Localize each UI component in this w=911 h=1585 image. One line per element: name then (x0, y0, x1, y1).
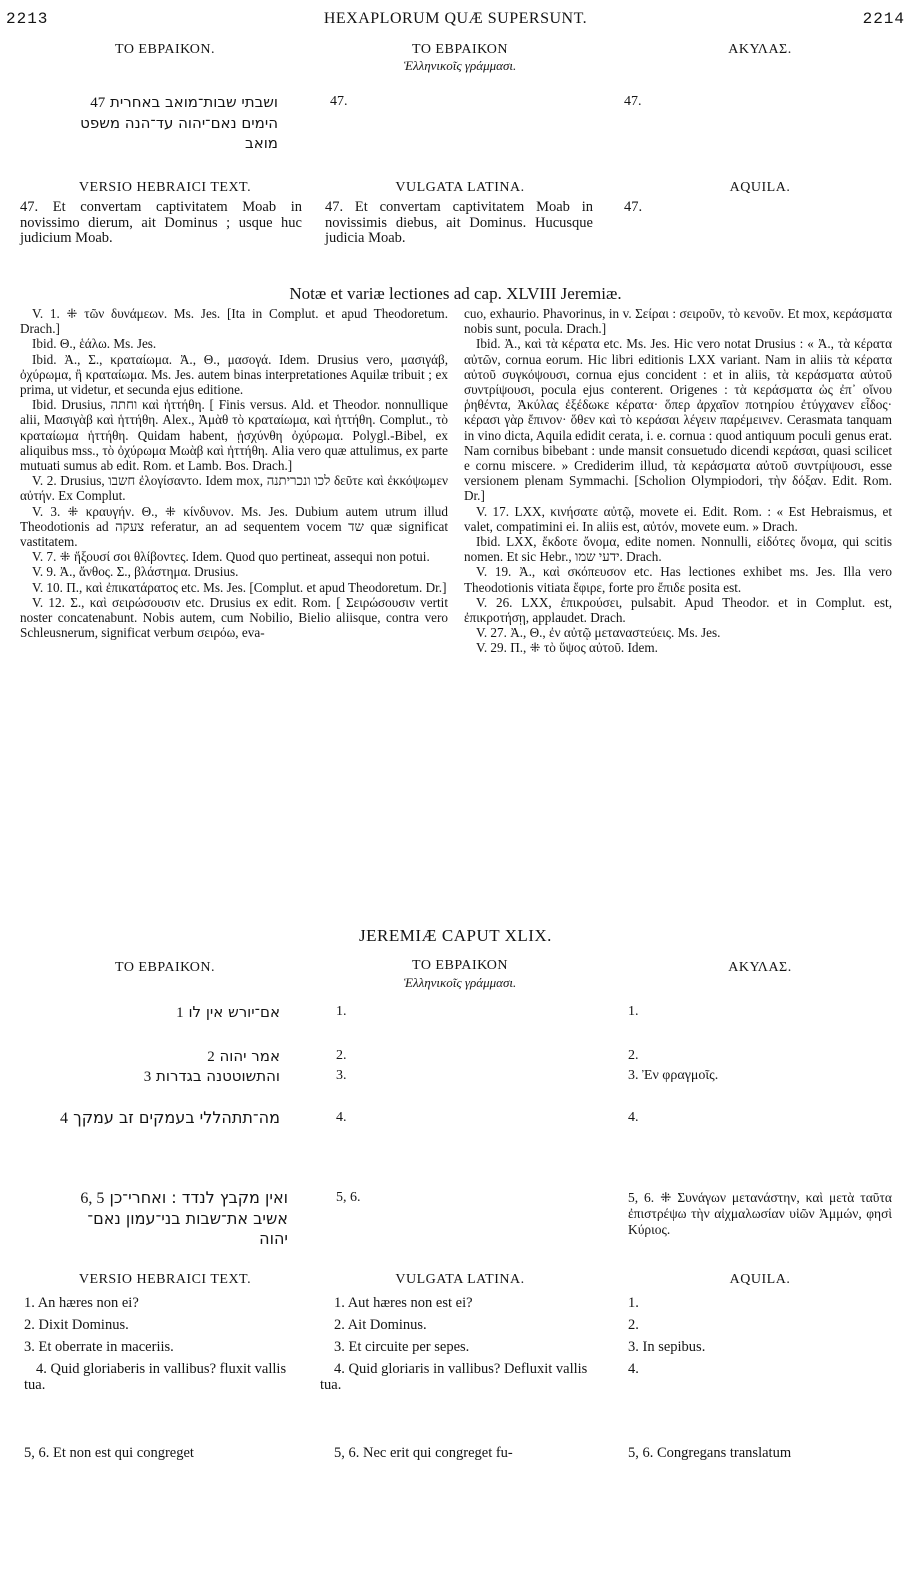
aquila-verse-2: 2. (628, 1048, 639, 1063)
verse-number: 2 (207, 1049, 215, 1065)
translit-verse-4: 4. (336, 1110, 347, 1125)
latin-vulgate-5-6: 5, 6. Nec erit qui congreget fu- (334, 1445, 513, 1461)
note-paragraph: V. 26. LXX, ἐπικρούσει, pulsabit. Apud Theodor. et in Complut. est, ἐπικροτήσῃ, applaudet. Drach. (464, 594, 892, 626)
latin-vulgate-3: 3. Et circuite per sepes. (334, 1339, 470, 1355)
translit-verse-2: 2. (336, 1048, 347, 1063)
hebrew-verse-47 (20, 92, 278, 153)
note-paragraph: Ibid. Ἀ., Σ., κραταίωμα. Ἀ., Θ., μασογά. Idem. Drusius vero, μασιγάβ, ὀχύρωμα, ἢ κραταίωμα. Ms. Jes. autem binas interpretationes Aquilæ tribuit ; ex prima, ut videtur, et secunda ejus editione. (20, 351, 448, 398)
latin-version-5-6: 5, 6. Et non est qui congreget (24, 1445, 194, 1461)
hebrew-line: ושבתי שבות־מואב באחרית (110, 93, 278, 111)
verse-number: 6, 5 (80, 1190, 105, 1207)
hebrew-line: מה־תתהללי בעמקים זב עמקך (73, 1108, 280, 1127)
hebrew-line: אשיב את־שבות בני־עמון נאם־ (87, 1209, 288, 1228)
note-paragraph: V. 1. ⁜ τῶν δυνάμεων. Ms. Jes. [Ita in Complut. et apud Theodoretum. Drach.] (20, 306, 448, 337)
latin-version-1: 1. An hæres non ei? (24, 1295, 139, 1311)
translit-verse-47: 47. (330, 94, 348, 109)
note-paragraph: V. 9. Ἀ., ἄνθος. Σ., βλάστημα. Drusius. (32, 564, 239, 580)
right-page-number: 2214 (862, 10, 905, 28)
latin-aquila-2: 2. (628, 1317, 639, 1333)
col-head-aquila: ΑΚΥΛΑΣ. (728, 960, 792, 975)
note-paragraph: V. 17. LXX, κινήσατε αὐτῷ, movete ei. Edit. Rom. : « Est Hebraismus, et valet, compatimini ei. In aliis est, αὐτόν, movete eum. » Drach. (464, 503, 892, 534)
note-paragraph: V. 2. Drusius, חשבו ἐλογίσαντο. Idem mox, לכו ונכריתנה δεῦτε καὶ ἐκκόψωμεν αὐτήν. Ex Complut. (20, 473, 448, 504)
latin-vulgate-2: 2. Ait Dominus. (334, 1317, 427, 1333)
aquila-verse-5-6: 5, 6. ⁜ Συνάγων μετανάστην, καὶ μετὰ ταῦτα ἐπιστρέψω τὴν αἰχμαλωσίαν υἱῶν Ἀμμών, φησὶ Κύριος. (628, 1190, 892, 1237)
latin-aquila-1: 1. (628, 1295, 639, 1311)
latin-version-47: 47. Et convertam captivitatem Moab in novissimo dierum, ait Dominus ; usque huc judicium Moab. (20, 199, 302, 246)
latin-head-version: VERSIO HEBRAICI TEXT. (78, 1272, 252, 1287)
col-head-transliterated-sub: Ἑλληνικοῖς γράμμασι. (403, 975, 517, 990)
latin-head-aquila: AQUILA. (729, 180, 791, 195)
hebrew-line: הימים נאם־יהוה עד־הנה משפט (80, 114, 278, 132)
note-paragraph: V. 19. Ἀ., καὶ σκόπευσον etc. Has lectiones exhibet ms. Jes. Illa vero Theodotionis vitiata ἔφιρε, forte pro ἔπιδε posita est. (464, 564, 892, 595)
hebrew-line: ואין מקבץ לנדד : ואחרי־כן (109, 1188, 288, 1207)
latin-vulgate-1: 1. Aut hæres non est ei? (334, 1295, 473, 1311)
chapter-title: JEREMIÆ CAPUT XLIX. (359, 926, 552, 945)
note-paragraph: Ibid. Ἀ., καὶ τὰ κέρατα etc. Ms. Jes. Hic vero notat Drusius : « Ἀ., τὰ κέρατα αὐτῶν, cornua eorum. Hic libri editionis LXX variant. Nam in aliis τὰ κέρατα αὐτοῦ συγκόψουσι, cornua ejus concident : et in aliis, τὰ κεράσματα αὐτοῦ συντρίψουσι, pocula ejus conterent. Origenes : τὰ κεράσματα ὡς ἐπ᾽ οἴνου ῥηθέντα, Ἀκύλας ἐξέδωκε κέρατα· ὅπερ ἀρχαῖον ποτηρίου ἐτύγχανεν εἶδος· κέρασι γὰρ ἔπινον· ὅθεν καὶ τὸ κεράσαι λέγειν παρέμεινεν. Cerasmata tanquam in vino dicta, Aquila edidit cerata, i. e. cornua : quod antiquum poculi genus erat. Nam cornibus bibebant : unde mansit consuetudo dicendi κεράσαι, quasi scilicet e cornu miscere. » Crediderim illud, τὰ κεράσματα αὐτοῦ συντρίψουσι, esse versionem plenam Symmachi. [Scholion Olympiodori, τὴν δόξαν. Edit. Rom. Dr.] (464, 336, 892, 504)
aquila-verse-4: 4. (628, 1110, 639, 1125)
note-paragraph: V. 27. Ἀ., Θ., ἐν αὐτῷ μεταναστεύεις. Ms. Jes. (476, 625, 721, 641)
translit-verse-3: 3. (336, 1068, 347, 1083)
aquila-verse-47: 47. (624, 94, 642, 109)
aquila-verse-3: 3. Ἐν φραγμοῖς. (628, 1068, 719, 1083)
verse-number: 1 (176, 1005, 184, 1021)
hebrew-verse-5-6 (20, 1188, 288, 1249)
latin-vulgate-47: 47. Et convertam captivitatem Moab in novissimis diebus, ait Dominus. Hucusque judicia Moab. (325, 199, 593, 246)
latin-head-aquila: AQUILA. (729, 1272, 791, 1287)
aquila-verse-1: 1. (628, 1004, 639, 1019)
verse-number: 3 (143, 1069, 152, 1085)
note-paragraph: cuo, exhaurio. Phavorinus, in v. Σείραι : σειροῦν, τὸ κενοῦν. Et mox, κεράσματα nobis sunt, pocula. Drach.] (464, 306, 892, 337)
col-head-transliterated-sub: Ἑλληνικοῖς γράμμασι. (403, 58, 517, 73)
note-paragraph: V. 29. Π., ⁜ τὸ ὕψος αὐτοῦ. Idem. (476, 640, 658, 656)
hebrew-line: והתשוטטנה בגדרות (156, 1067, 280, 1085)
note-paragraph: Ibid. LXX, ἔκδοτε ὄνομα, edite nomen. Nonnulli, εἰδότες ὄνομα, qui scitis nomen. Et sic Hebr., ידעי שמו. Drach. (464, 534, 892, 565)
latin-head-vulgate: VULGATA LATINA. (395, 180, 525, 195)
left-page-number: 2213 (6, 10, 49, 28)
hebrew-verse-4 (20, 1108, 280, 1129)
verse-number: 47 (90, 95, 106, 111)
hebrew-verse-1 (20, 1002, 280, 1023)
hebrew-line: מואב (245, 134, 278, 152)
notes-left-column (20, 306, 448, 640)
latin-version-3: 3. Et oberrate in maceriis. (24, 1339, 174, 1355)
note-paragraph: V. 3. ⁜ κραυγήν. Θ., ⁜ κίνδυνον. Ms. Jes. Dubium autem utrum illud Theodotionis ad צעקה referatur, an ad sequentem vocem שד quæ significat vastitatem. (20, 503, 449, 550)
hebrew-line: אם־יורש אין לו (188, 1003, 280, 1021)
note-paragraph: V. 10. Π., καὶ ἐπικατάρατος etc. Ms. Jes. [Complut. et apud Theodoretum. Dr.] (32, 579, 447, 595)
hebrew-line: יהוה (259, 1229, 288, 1248)
verse-number: 4 (60, 1110, 68, 1127)
notes-right-column (464, 306, 892, 656)
hebrew-verse-2 (20, 1046, 280, 1067)
hebrew-line: אמר יהוה (219, 1047, 280, 1065)
note-paragraph: V. 12. Σ., καὶ σειρώσουσιν etc. Drusius ex edit. Rom. [ Σειρώσουσιν vertit noster concatenabunt. Nobis autem, cum Nobilio, Bielio aliisque, contra vero Schleusnerum, significat verbum σειρόω, eva- (20, 594, 448, 641)
note-paragraph: Ibid. Θ., ἑάλω. Ms. Jes. (32, 336, 157, 352)
latin-head-vulgate: VULGATA LATINA. (395, 1272, 525, 1287)
latin-aquila-3: 3. In sepibus. (628, 1339, 706, 1355)
col-head-hebrew: ΤΟ ΕΒΡΑΙΚΟΝ. (115, 42, 215, 57)
col-head-transliterated: ΤΟ ΕΒΡΑΙΚΟΝ (412, 42, 508, 57)
latin-vulgate-4: 4. Quid gloriaris in vallibus? Defluxit vallis tua. (320, 1361, 588, 1393)
latin-version-2: 2. Dixit Dominus. (24, 1317, 129, 1333)
translit-verse-5-6: 5, 6. (336, 1190, 361, 1205)
col-head-aquila: ΑΚΥΛΑΣ. (728, 42, 792, 57)
note-paragraph: V. 7. ⁜ ἥξουσί σοι θλίβοντες. Idem. Quod quo pertineat, assequi non potui. (32, 549, 430, 565)
latin-aquila-4: 4. (628, 1361, 639, 1377)
notes-title: Notæ et variæ lectiones ad cap. XLVIII Jeremiæ. (289, 284, 622, 303)
hebrew-verse-3 (20, 1066, 280, 1087)
running-title: HEXAPLORUM QUÆ SUPERSUNT. (323, 10, 588, 27)
latin-version-4: 4. Quid gloriaberis in vallibus? fluxit vallis tua. (24, 1361, 287, 1393)
col-head-hebrew: ΤΟ ΕΒΡΑΙΚΟΝ. (115, 960, 215, 975)
latin-aquila-47: 47. (624, 199, 643, 215)
translit-verse-1: 1. (336, 1004, 347, 1019)
latin-aquila-5-6: 5, 6. Congregans translatum (628, 1445, 792, 1461)
note-paragraph: Ibid. Drusius, וחתה καὶ ἡττήθη. [ Finis versus. Ald. et Theodor. nonnullique alii, Μασιγὰβ καὶ ἡττήθη. Alex., Ἀμὰθ τὸ κραταίωμα, καὶ ἡττήθη. Complut., τὸ κραταίωμα ἡττήθη. Quidam habent, ᾐσχύνθη ὀχύρωμα. Polygl.-Bibel, ex aliquibus mss., τὸ ὀχύρωμα Μωὰβ καὶ ἡττήθη. Alia vero quæ attulimus, ex parte mutuati sumus ab edit. Rom. et Lamb. Bos. Drach.] (20, 397, 448, 474)
col-head-transliterated: ΤΟ ΕΒΡΑΙΚΟΝ (412, 958, 508, 973)
latin-head-version: VERSIO HEBRAICI TEXT. (78, 180, 252, 195)
